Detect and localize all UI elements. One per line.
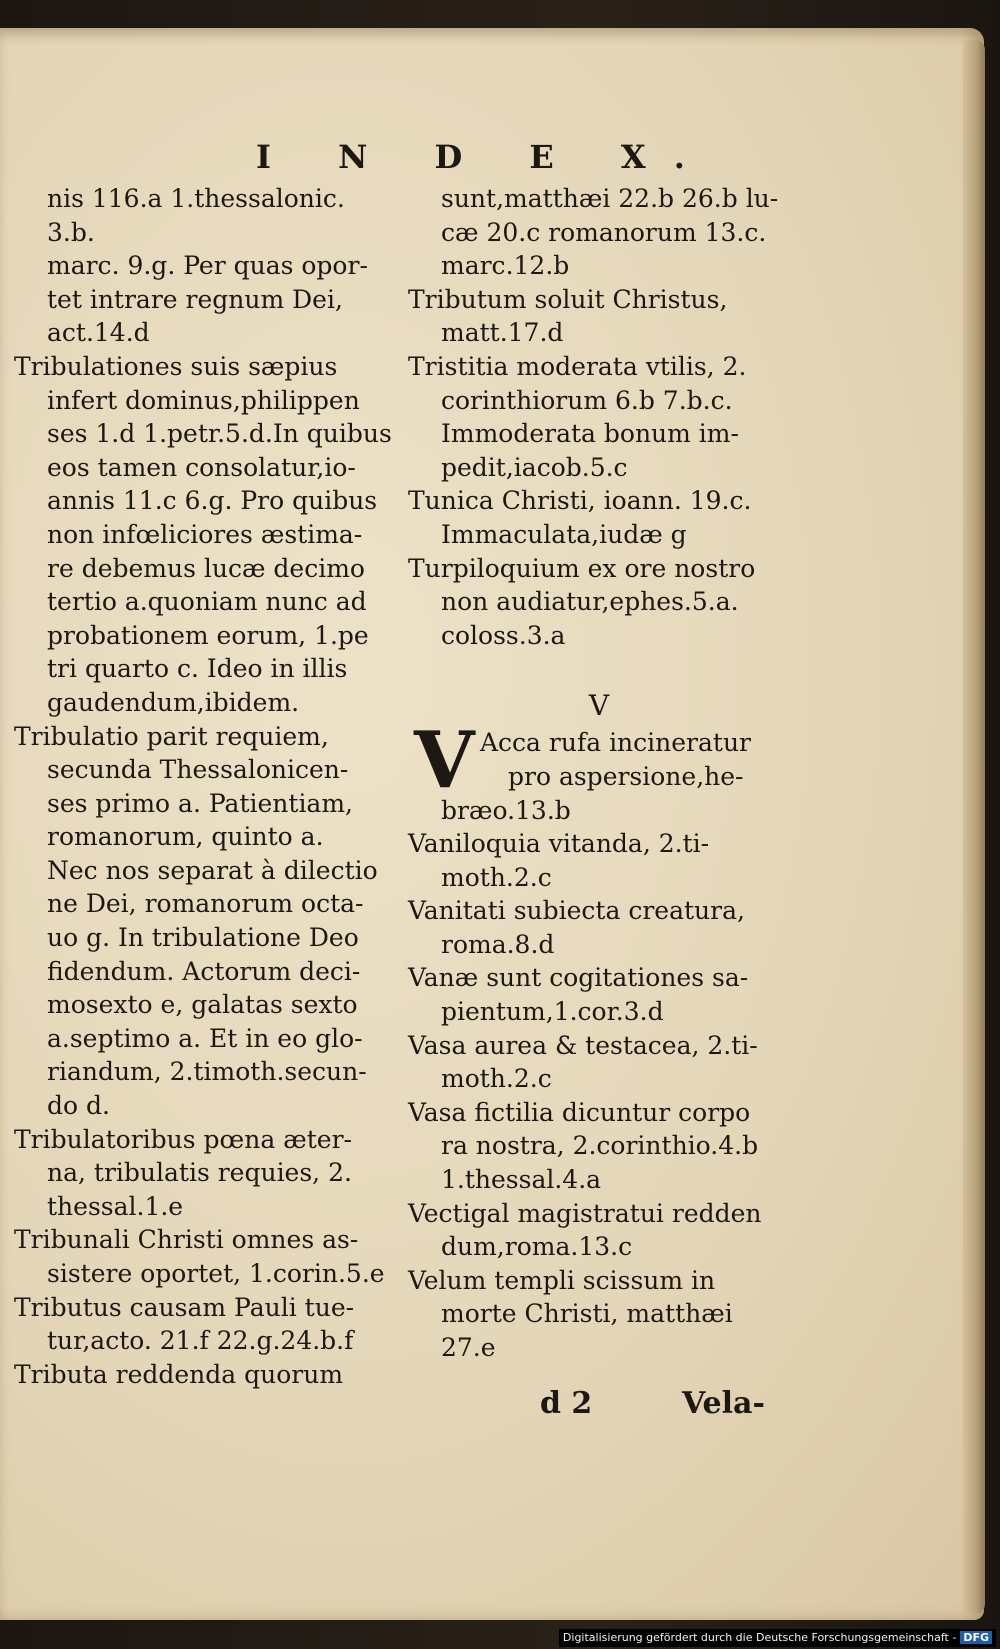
index-continuation-line: tur,acto. 21.f 22.g.24.b.f: [47, 1326, 354, 1356]
index-continuation-line: morte Christi, matthæi: [441, 1299, 733, 1329]
index-continuation-line: thessal.1.e: [47, 1191, 184, 1221]
index-continuation-line: fidendum. Actorum deci-: [47, 956, 361, 986]
index-continuation-line: romanorum, quinto a.: [47, 822, 324, 852]
index-continuation-line: a.septimo a. Et in eo glo-: [47, 1023, 363, 1053]
index-continuation-line: gaudendum,ibidem.: [47, 687, 300, 717]
index-continuation-line: tet intrare regnum Dei,: [47, 284, 343, 314]
index-continuation-line: Immaculata,iudæ g: [441, 519, 687, 549]
index-entry: Tributum soluit Christus,: [408, 284, 728, 314]
index-entry: Vanitati subiecta creatura,: [408, 896, 745, 926]
index-continuation-line: probationem eorum, 1.pe: [47, 620, 369, 650]
index-continuation-line: tertio a.quoniam nunc ad: [47, 587, 367, 617]
index-continuation-line: coloss.3.a: [441, 620, 566, 650]
index-continuation-line: pientum,1.cor.3.d: [441, 997, 664, 1027]
dropcap-line-3: bræo.13.b: [441, 795, 571, 825]
index-entry: Tribulatoribus pœna æter-: [14, 1124, 352, 1154]
digitization-credit: [559, 1629, 996, 1647]
index-entry: Tribulationes suis sæpius: [14, 351, 338, 381]
index-entry: Vaniloquia vitanda, 2.ti-: [408, 829, 710, 859]
index-entry: Tristitia moderata vtilis, 2.: [408, 351, 747, 381]
index-continuation-line: act.14.d: [47, 318, 150, 348]
index-continuation-line: corinthiorum 6.b 7.b.c.: [441, 385, 733, 415]
index-continuation-line: na, tribulatis requies, 2.: [47, 1158, 352, 1188]
index-entry: Tribulatio parit requiem,: [14, 721, 329, 751]
index-continuation-line: ses 1.d 1.petr.5.d.In quibus: [47, 419, 392, 449]
index-continuation-line: non audiatur,ephes.5.a.: [441, 587, 739, 617]
right-column-bottom: [408, 827, 790, 1365]
index-column-left: [14, 182, 394, 1391]
index-continuation-line: 1.thessal.4.a: [441, 1165, 602, 1195]
index-continuation-line: annis 11.c 6.g. Pro quibus: [47, 486, 378, 516]
index-entry: Vanæ sunt cogitationes sa-: [408, 963, 749, 993]
index-continuation-line: dum,roma.13.c: [441, 1232, 633, 1262]
page-edge: [963, 40, 985, 1614]
index-continuation-line: infert dominus,philippen: [47, 385, 360, 415]
index-continuation-line: ne Dei, romanorum octa-: [47, 889, 364, 919]
index-entry: Tribunali Christi omnes as-: [14, 1225, 359, 1255]
index-continuation-line: ses primo a. Patientiam,: [47, 788, 353, 818]
index-continuation-line: non infœliciores æstima-: [47, 519, 363, 549]
dropcap-line-1: Acca rufa incineratur: [480, 728, 752, 758]
index-continuation-line: riandum, 2.timoth.secun-: [47, 1057, 367, 1087]
index-continuation-line: moth.2.c: [441, 1064, 552, 1094]
index-continuation-line: nis 116.a 1.thessalonic. 3.b.: [47, 184, 345, 247]
index-continuation-line: sunt,matthæi 22.b 26.b lu-: [441, 184, 779, 213]
index-continuation-line: re debemus lucæ decimo: [47, 553, 365, 583]
index-continuation-line: eos tamen consolatur,io-: [47, 452, 356, 482]
index-continuation-line: secunda Thessalonicen-: [47, 755, 349, 785]
section-letter-v: V: [588, 689, 610, 723]
index-continuation-line: sistere oportet, 1.corin.5.e: [47, 1259, 385, 1288]
index-entry: Velum templi scissum in: [408, 1265, 716, 1295]
index-continuation-line: moth.2.c: [441, 862, 552, 892]
index-entry: Tunica Christi, ioann. 19.c.: [408, 486, 752, 516]
index-continuation-line: tri quarto c. Ideo in illis: [47, 654, 348, 684]
index-continuation-line: 27.e: [441, 1333, 496, 1362]
index-entry: Vasa aurea & testacea, 2.ti-: [408, 1030, 758, 1060]
index-continuation-line: mosexto e, galatas sexto: [47, 990, 358, 1020]
index-continuation-line: pedit,iacob.5.c: [441, 452, 628, 482]
index-continuation-line: ra nostra, 2.corinthio.4.b: [441, 1131, 759, 1161]
index-entry: Tributa reddenda quorum: [14, 1359, 344, 1389]
index-continuation-line: uo g. In tribulatione Deo: [47, 923, 359, 953]
credit-text: Digitalisierung gefördert durch die Deutsche Forschungsgemeinschaft -: [562, 1631, 957, 1644]
index-continuation-line: marc.12.b: [441, 251, 570, 281]
index-entry: Tributus causam Pauli tue-: [14, 1292, 355, 1322]
index-continuation-line: marc. 9.g. Per quas opor-: [47, 251, 368, 281]
index-continuation-line: matt.17.d: [441, 318, 564, 348]
dfg-logo: DFG: [960, 1631, 992, 1644]
index-entry: Vectigal magistratui redden: [408, 1198, 762, 1228]
dropcap-line-2: pro aspersione,he-: [508, 761, 744, 791]
drop-cap: V: [414, 715, 475, 807]
index-entry: Turpiloquium ex ore nostro: [408, 553, 756, 583]
index-continuation-line: roma.8.d: [441, 929, 555, 959]
right-column-top: [408, 182, 790, 652]
index-continuation-line: cæ 20.c romanorum 13.c.: [441, 217, 767, 247]
signature-mark: d 2: [540, 1386, 593, 1421]
index-entry: Vasa fictilia dicuntur corpo: [408, 1097, 751, 1127]
index-column-right: [408, 182, 790, 1365]
dropcap-entry: [408, 715, 790, 807]
page-title: I N D E X.: [256, 138, 713, 176]
catchword: Vela-: [682, 1386, 765, 1421]
index-continuation-line: do d.: [47, 1091, 110, 1121]
index-continuation-line: Immoderata bonum im-: [441, 419, 739, 449]
index-continuation-line: Nec nos separat à dilectio: [47, 855, 378, 885]
